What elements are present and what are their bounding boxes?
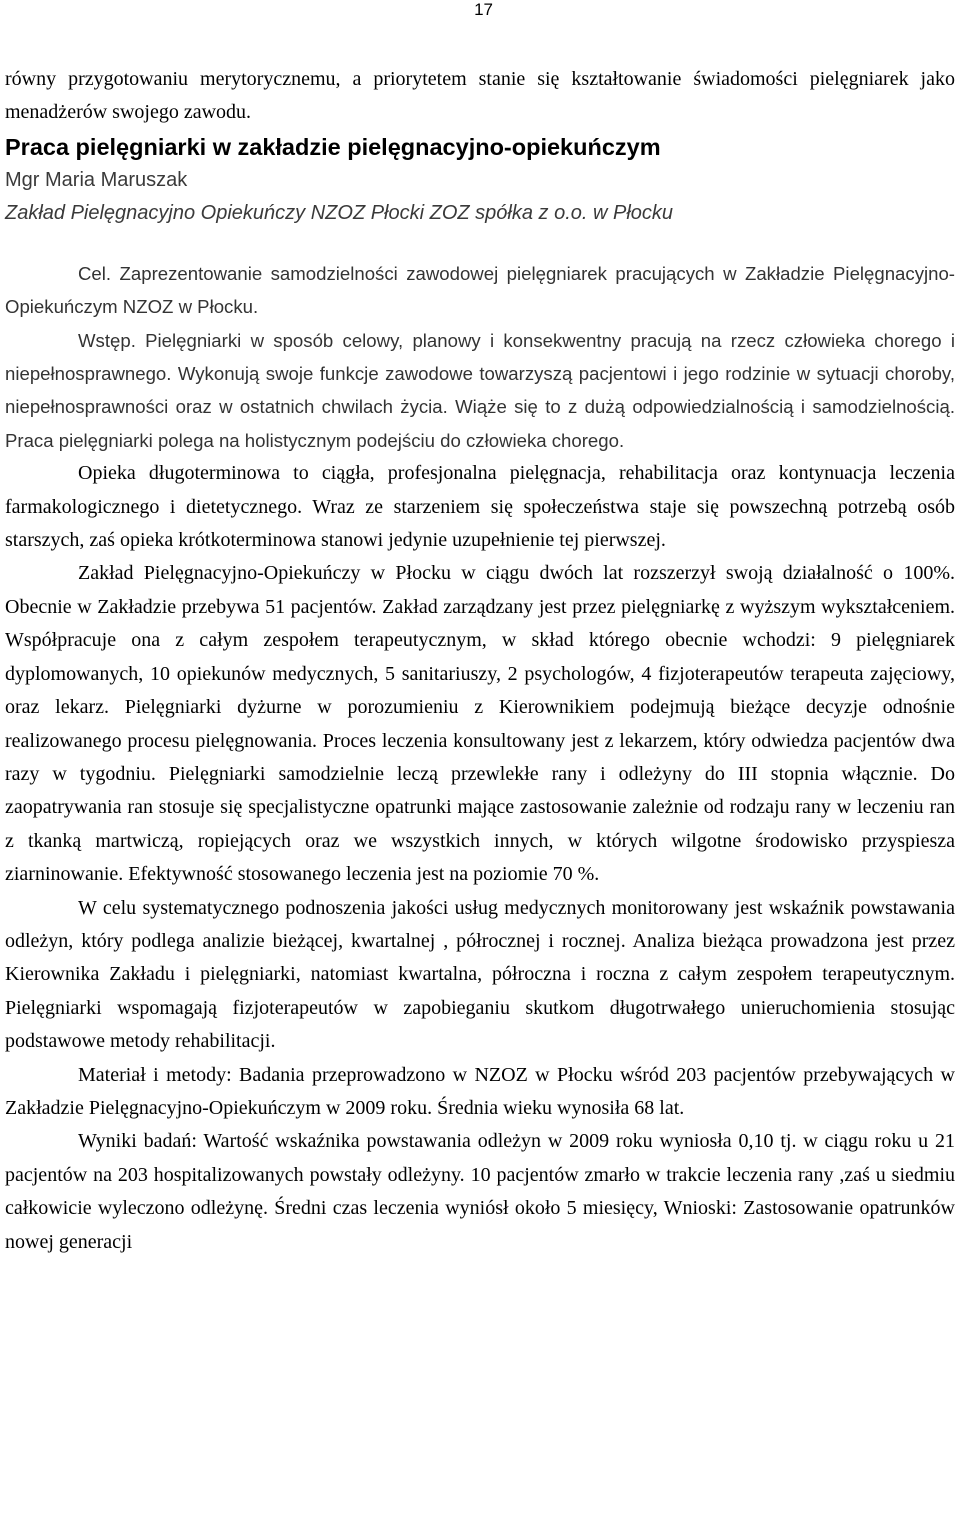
article-affiliation: Zakład Pielęgnacyjno Opiekuńczy NZOZ Płocki ZOZ spółka z o.o. w Płocku [5,201,674,224]
document-body [5,63,955,1259]
body-paragraph-methods: Materiał i metody: Badania przeprowadzono w NZOZ w Płocku wśród 203 pacjentów przebywających w Zakładzie Pielęgnacyjno-Opiekuńczym w 2009 roku. Średnia wieku wynosiła 68 lat. [5,1063,955,1119]
page-number: 17 [474,0,493,19]
introduction-rest: Wykonują swoje funkcje zawodowe towarzyszą pacjentowi i jego rodzinie w sytuacji choroby, niepełnosprawności oraz w ostatnich chwilach życia. Wiąże się to z dużą odpowiedzialnością i samodzielnością. Praca pielęgniarki polega na holistycznym podejściu do człowieka chorego. [5,363,955,451]
aim-paragraph: Cel. Zaprezentowanie samodzielności zawodowej pielęgniarek pracujących w Zakładzie Pielęgnacyjno-Opiekuńczym NZOZ w Płocku. [5,262,955,318]
body-paragraph-results: Wyniki badań: Wartość wskaźnika powstawania odleżyn w 2009 roku wyniosła 0,10 tj. w ciągu roku u 21 pacjentów na 203 hospitalizowanych powstały odleżyny. 10 pacjentów zmarło w trakcie leczenia rany ,zaś u siedmiu całkowicie wyleczono odleżynę. Średni czas leczenia wyniósł około 5 miesięcy, Wnioski: Zastosowanie opatrunków nowej generacji [5,1130,955,1253]
article-author: Mgr Maria Maruszak [5,168,188,191]
body-paragraph-facility: Zakład Pielęgnacyjno-Opiekuńczy w Płocku w ciągu dwóch lat rozszerzył swoją działalność o 100%. Obecnie w Zakładzie przebywa 51 pacjentów. Zakład zarządzany jest przez pielęgniarkę z wyższym wykształceniem. Współpracuje ona z całym zespołem terapeutycznym, w skład którego obecnie wchodzi: 9 pielęgniarek dyplomowanych, 10 opiekunów medycznych, 5 sanitariuszy, 2 psychologów, 4 fizjoterapeutów terapeuta zajęciowy, oraz lekarz. Pielęgniarki dyżurne w porozumieniu z Kierownikiem podejmują bieżące decyzje odnośnie realizowanego procesu pielęgnowania. Proces leczenia konsultowany jest z lekarzem, który odwiedza pacjentów dwa razy w tygodniu. Pielęgniarki samodzielnie leczą przewlekłe rany i odleżyny do III stopnia włącznie. Do zaopatrywania ran stosuje się specjalistyczne opatrunki mające zastosowanie zależnie od rodzaju rany w leczeniu ran z tkanką martwiczą, ropiejących oraz we wszystkich innych, w których wilgotne środowisko przyspiesza ziarninowanie. Efektywność stosowanego leczenia jest na poziomie 70 %. [5,562,955,886]
intro-continuation: równy przygotowaniu merytorycznemu, a priorytetem stanie się kształtowanie świadomości pielęgniarek jako menadżerów swojego zawodu. [5,68,955,124]
body-paragraph-monitoring: W celu systematycznego podnoszenia jakości usług medycznych monitorowany jest wskaźnik powstawania odleżyn, który podlega analizie bieżącej, kwartalnej , półrocznej i rocznej. Analiza bieżąca prowadzona jest przez Kierownika Zakładu i pielęgniarki, natomiast kwartalna, półroczna i roczna z całym zespołem terapeutycznym. Pielęgniarki wspomagają fizjoterapeutów w zapobieganiu skutkom długotrwałego unieruchomienia stosując podstawowe metody rehabilitacji. [5,896,955,1053]
introduction-lead: Wstęp. Pielęgniarki w sposób celowy, planowy i konsekwentny pracują na rzecz człowieka chorego i niepełnosprawnego. [5,329,955,385]
article-title: Praca pielęgniarki w zakładzie pielęgnacyjno-opiekuńczym [5,133,661,160]
section-spacer [5,230,955,257]
introduction-paragraph [5,324,955,458]
body-paragraph-long-term-care: Opieka długoterminowa to ciągła, profesjonalna pielęgnacja, rehabilitacja oraz kontynuacja leczenia farmakologicznego i dietetycznego. Wraz ze starzeniem się społeczeństwa staje się powszechną potrzebą osób starszych, zaś opieka krótkoterminowa stanowi jedynie uzupełnienie tej pierwszej. [5,462,955,552]
